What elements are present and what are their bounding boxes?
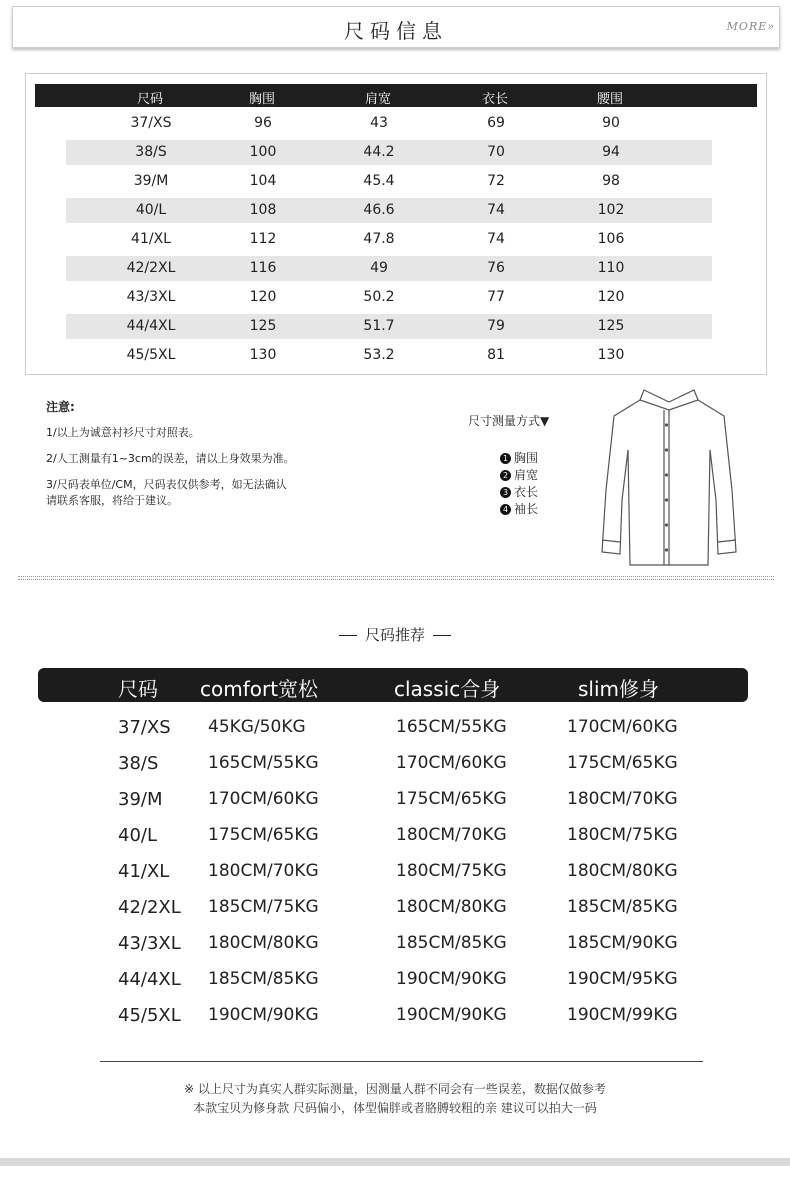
column-header: 胸围 [248,92,275,107]
size-table-header [35,84,757,107]
measure-item [500,450,538,467]
table-cell: 180CM/80KG [396,897,507,917]
shirt-icon [594,380,744,570]
table-cell: 190CM/90KG [208,1005,319,1025]
table-cell: 45/5XL [126,347,176,363]
measure-label: 衣长 [514,485,539,499]
table-cell: 49 [370,260,388,276]
table-row [0,969,790,999]
footnote: ※ 以上尺寸为真实人群实际测量，因测量人群不同会有一些误差，数据仅做参考 [184,1082,606,1096]
table-cell: 42/2XL [126,260,176,276]
table-cell: 180CM/75KG [396,861,507,881]
table-row [66,198,712,223]
column-header: 肩宽 [364,92,391,107]
number-badge-icon: 1 [500,453,511,464]
table-cell: 125 [249,318,277,334]
table-cell: 76 [487,260,505,276]
table-cell: 165CM/55KG [396,717,507,737]
recommend-title [0,624,790,645]
measure-label: 袖长 [514,502,539,516]
table-cell: 180CM/70KG [567,789,678,809]
measure-list [500,450,538,518]
recommend-title-text: 尺码推荐 [364,626,425,644]
table-cell: 180CM/70KG [208,861,319,881]
table-cell: 44/4XL [126,318,176,334]
table-cell: 94 [602,144,620,160]
table-cell: 51.7 [363,318,395,334]
table-cell: 44/4XL [118,969,181,990]
table-cell: 175CM/65KG [396,789,507,809]
note-item: 1/以上为诚意衬衫尺寸对照表。 [46,426,200,439]
table-row [0,897,790,927]
measure-item [500,501,538,518]
table-cell: 45/5XL [118,1005,181,1026]
table-cell: 170CM/60KG [208,789,319,809]
table-cell: 112 [249,231,277,247]
table-cell: 120 [597,289,625,305]
more-link[interactable]: MORE» [726,20,775,33]
table-cell: 170CM/60KG [396,753,507,773]
table-row [0,861,790,891]
table-row [66,169,712,194]
table-cell: 90 [602,115,620,131]
table-cell: 37/XS [118,717,171,738]
table-row [66,343,712,368]
table-cell: 74 [487,202,505,218]
table-row [66,111,712,136]
table-cell: 38/S [135,144,167,160]
table-cell: 53.2 [363,347,395,363]
column-header: 衣长 [481,92,508,107]
table-cell: 40/L [135,202,167,218]
table-cell: 165CM/55KG [208,753,319,773]
column-header: classic合身 [394,677,501,701]
table-cell: 39/M [118,789,163,810]
table-cell: 125 [597,318,625,334]
table-cell: 102 [597,202,625,218]
table-cell: 96 [254,115,272,131]
table-cell: 69 [487,115,505,131]
measure-title: 尺寸测量方式▼ [468,414,550,428]
table-cell: 43/3XL [118,933,181,954]
table-cell: 175CM/65KG [567,753,678,773]
column-header: 腰围 [596,92,623,107]
recommend-table-header [38,668,748,702]
table-row [66,314,712,339]
divider [18,579,774,580]
measure-label: 胸围 [514,451,539,465]
table-cell: 110 [597,260,625,276]
table-cell: 185CM/75KG [208,897,319,917]
page-title: 尺码信息 [344,19,448,43]
title-dash [433,635,451,636]
table-cell: 185CM/90KG [567,933,678,953]
table-row [0,1005,790,1035]
table-cell: 180CM/80KG [567,861,678,881]
table-cell: 44.2 [363,144,395,160]
table-cell: 190CM/90KG [396,969,507,989]
note-item: 3/尺码表单位/CM，尺码表仅供参考，如无法确认请联系客服，将给于建议。 [46,478,287,507]
note-item: 2/人工测量有1~3cm的误差，请以上身效果为准。 [46,452,295,465]
column-header: 尺码 [136,92,163,107]
table-cell: 190CM/90KG [396,1005,507,1025]
table-cell: 42/2XL [118,897,181,918]
measure-item [500,467,538,484]
table-cell: 180CM/75KG [567,825,678,845]
number-badge-icon: 2 [500,470,511,481]
notes-title: 注意: [46,400,75,414]
table-row [66,140,712,165]
table-cell: 72 [487,173,505,189]
table-cell: 116 [249,260,277,276]
table-cell: 106 [597,231,625,247]
table-cell: 45KG/50KG [208,717,306,737]
bottom-bar [0,1158,790,1166]
table-cell: 180CM/70KG [396,825,507,845]
size-table [25,73,767,375]
column-header: slim修身 [578,677,660,701]
measure-label: 肩宽 [514,468,539,482]
table-cell: 37/XS [130,115,172,131]
table-row [66,227,712,252]
table-cell: 50.2 [363,289,395,305]
table-cell: 39/M [133,173,169,189]
table-cell: 43 [370,115,388,131]
footnote: 本款宝贝为修身款 尺码偏小，体型偏胖或者胳膊较粗的亲 建议可以拍大一码 [193,1101,597,1115]
table-cell: 70 [487,144,505,160]
table-cell: 40/L [118,825,157,846]
table-cell: 185CM/85KG [396,933,507,953]
table-cell: 190CM/99KG [567,1005,678,1025]
table-row [0,933,790,963]
table-cell: 185CM/85KG [208,969,319,989]
table-cell: 98 [602,173,620,189]
table-cell: 180CM/80KG [208,933,319,953]
table-cell: 120 [249,289,277,305]
table-row [0,789,790,819]
table-cell: 77 [487,289,505,305]
divider [100,1061,703,1062]
column-header: comfort宽松 [200,677,319,701]
table-cell: 81 [487,347,505,363]
table-cell: 41/XL [118,861,170,882]
measure-item [500,484,538,501]
table-cell: 45.4 [363,173,395,189]
table-cell: 130 [249,347,277,363]
table-row [0,825,790,855]
table-cell: 170CM/60KG [567,717,678,737]
table-cell: 79 [487,318,505,334]
table-cell: 41/XL [131,231,171,247]
table-cell: 100 [249,144,277,160]
table-cell: 190CM/95KG [567,969,678,989]
number-badge-icon: 4 [500,504,511,515]
table-cell: 38/S [118,753,159,774]
divider [18,576,774,577]
table-cell: 108 [249,202,277,218]
table-cell: 43/3XL [126,289,176,305]
table-row [0,717,790,747]
table-cell: 104 [249,173,277,189]
number-badge-icon: 3 [500,487,511,498]
table-row [0,753,790,783]
column-header: 尺码 [118,677,158,701]
title-dash [339,635,357,636]
size-info-header [12,6,780,48]
table-row [66,285,712,310]
table-cell: 74 [487,231,505,247]
table-cell: 46.6 [363,202,395,218]
table-cell: 185CM/85KG [567,897,678,917]
table-cell: 47.8 [363,231,395,247]
notes [46,398,296,519]
table-cell: 130 [597,347,625,363]
table-row [66,256,712,281]
table-cell: 175CM/65KG [208,825,319,845]
